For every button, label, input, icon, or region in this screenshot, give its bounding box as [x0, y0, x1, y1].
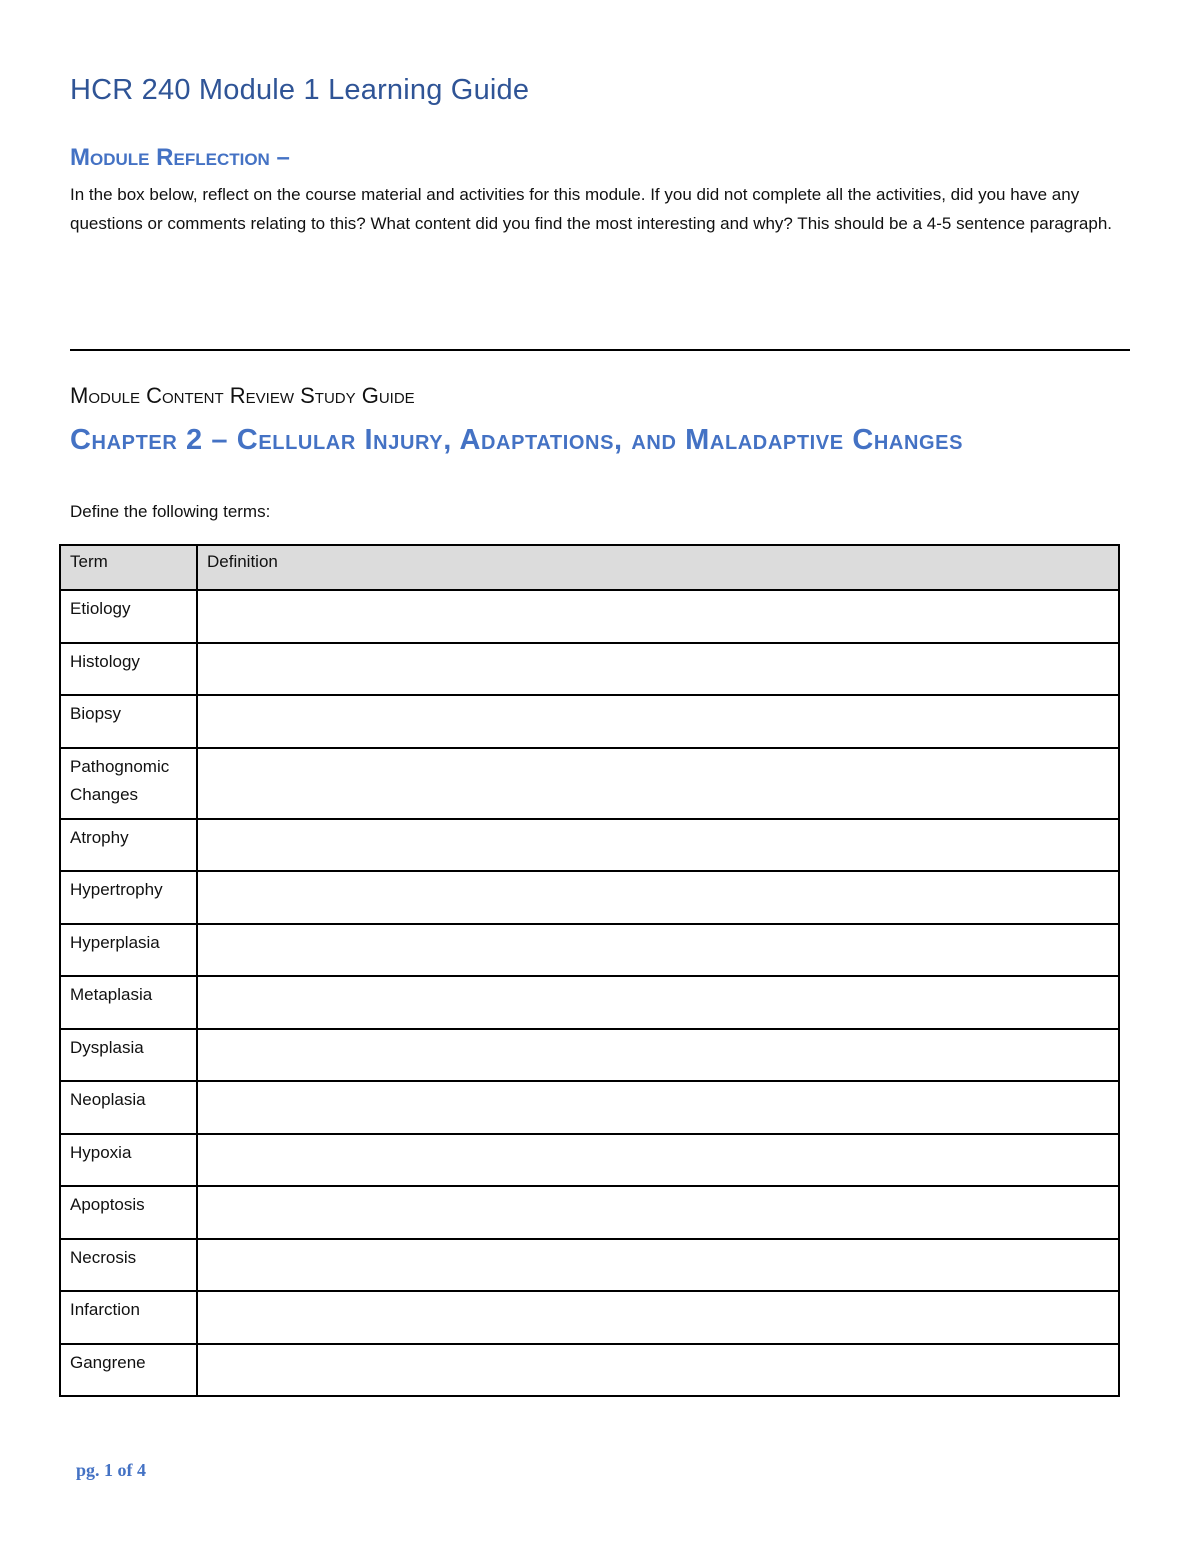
table-row: [60, 748, 1119, 819]
definition-cell[interactable]: [197, 924, 1119, 977]
term-cell: Gangrene: [60, 1344, 197, 1397]
table-header-row: [60, 545, 1119, 590]
definition-cell[interactable]: [197, 976, 1119, 1029]
table-row: [60, 695, 1119, 748]
term-cell: Etiology: [60, 590, 197, 643]
term-cell: Pathognomic Changes: [60, 748, 197, 819]
definition-cell[interactable]: [197, 1291, 1119, 1344]
definition-cell[interactable]: [197, 1134, 1119, 1187]
module-reflection-prompt: In the box below, reflect on the course material and activities for this module. If you did not complete all the activities, did you have any questions or comments relating to this? What content did you find the most interesting and why? This should be a 4-5 sentence paragraph.: [70, 185, 1113, 233]
define-terms-instruction: Define the following terms:: [70, 502, 271, 521]
table-row: [60, 590, 1119, 643]
document-title: HCR 240 Module 1 Learning Guide: [70, 74, 530, 106]
term-cell: Biopsy: [60, 695, 197, 748]
study-guide-heading: Module Content Review Study Guide: [70, 383, 415, 408]
definition-cell[interactable]: [197, 1186, 1119, 1239]
definition-column-header: Definition: [197, 545, 1119, 590]
term-cell: Dysplasia: [60, 1029, 197, 1082]
term-cell: Apoptosis: [60, 1186, 197, 1239]
terms-table: [59, 544, 1120, 1397]
definition-cell[interactable]: [197, 1081, 1119, 1134]
definition-cell[interactable]: [197, 695, 1119, 748]
table-row: [60, 819, 1119, 872]
term-cell: Neoplasia: [60, 1081, 197, 1134]
term-cell: Necrosis: [60, 1239, 197, 1292]
term-cell: Infarction: [60, 1291, 197, 1344]
definition-cell[interactable]: [197, 748, 1119, 819]
table-row: [60, 1134, 1119, 1187]
definition-cell[interactable]: [197, 590, 1119, 643]
term-cell: Hypertrophy: [60, 871, 197, 924]
term-column-header: Term: [60, 545, 197, 590]
term-cell: Metaplasia: [60, 976, 197, 1029]
definition-cell[interactable]: [197, 643, 1119, 696]
table-row: [60, 1029, 1119, 1082]
page-number: pg. 1 of 4: [76, 1460, 147, 1480]
section-divider: [70, 349, 1130, 351]
table-row: [60, 871, 1119, 924]
definition-cell[interactable]: [197, 819, 1119, 872]
table-row: [60, 1186, 1119, 1239]
term-cell: Hypoxia: [60, 1134, 197, 1187]
module-reflection-heading: Module Reflection –: [70, 144, 290, 171]
definition-cell[interactable]: [197, 1239, 1119, 1292]
table-row: [60, 1081, 1119, 1134]
table-row: [60, 1291, 1119, 1344]
term-cell: Histology: [60, 643, 197, 696]
table-row: [60, 1239, 1119, 1292]
term-cell: Hyperplasia: [60, 924, 197, 977]
definition-cell[interactable]: [197, 871, 1119, 924]
table-row: [60, 643, 1119, 696]
definition-cell[interactable]: [197, 1344, 1119, 1397]
table-row: [60, 924, 1119, 977]
table-row: [60, 1344, 1119, 1397]
term-cell: Atrophy: [60, 819, 197, 872]
definition-cell[interactable]: [197, 1029, 1119, 1082]
chapter-heading: Chapter 2 – Cellular Injury, Adaptations, and Maladaptive Changes: [70, 424, 964, 456]
table-row: [60, 976, 1119, 1029]
